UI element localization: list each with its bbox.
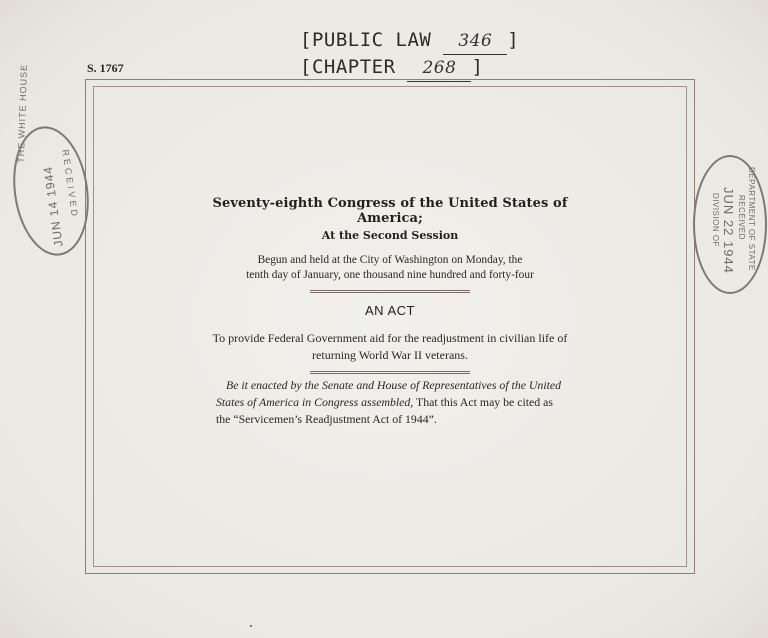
enacting-italic: Be it enacted by the Senate and House of Representatives of the United States of America in Congress assembled, [216,378,562,409]
state-department-received-stamp [693,155,767,294]
stamp-received: RECEIVED [60,148,81,220]
chapter-label: [CHAPTER [300,56,396,78]
act-purpose: To provide Federal Government aid for the readjustment in civilian life of returning World War II veterans. [212,331,568,362]
stamp-received: RECEIVED [737,195,746,240]
begun-line: Begun and held at the City of Washington on Monday, the tenth day of January, one thousand nine hundred and forty-four [246,254,534,281]
bill-number: S. 1767 [87,61,124,75]
chapter-number: 268 [407,56,471,82]
public-law-label: [PUBLIC LAW [300,29,432,51]
stamp-department: DEPARTMENT OF STATE [747,167,756,271]
paper-speck [250,625,252,627]
white-house-received-stamp [5,63,96,260]
chapter-row [300,55,500,82]
stamp-division: DIVISION OF [711,193,720,247]
enacting-clause [216,377,566,428]
divider-rule [310,290,470,293]
congress-line: Seventy-eighth Congress of the United States of America; [212,196,568,226]
stamp-date: JUN 22 1944 [721,187,736,274]
stamp-ring-text: THE WHITE HOUSE [15,63,30,163]
divider-rule [310,371,470,374]
public-law-row [300,28,520,55]
act-header [200,196,580,374]
stamp-date: JUN 14 1944 [40,165,66,248]
act-heading: AN ACT [365,303,415,318]
public-law-number: 346 [443,29,507,55]
enacting-rest: That this Act may be cited as the “Servicemen’s Readjustment Act of 1944”. [216,395,553,426]
public-law-stamp [300,28,520,82]
bracket-close: ] [471,56,484,78]
session-line: At the Second Session [321,229,459,242]
bracket-close: ] [507,29,520,51]
